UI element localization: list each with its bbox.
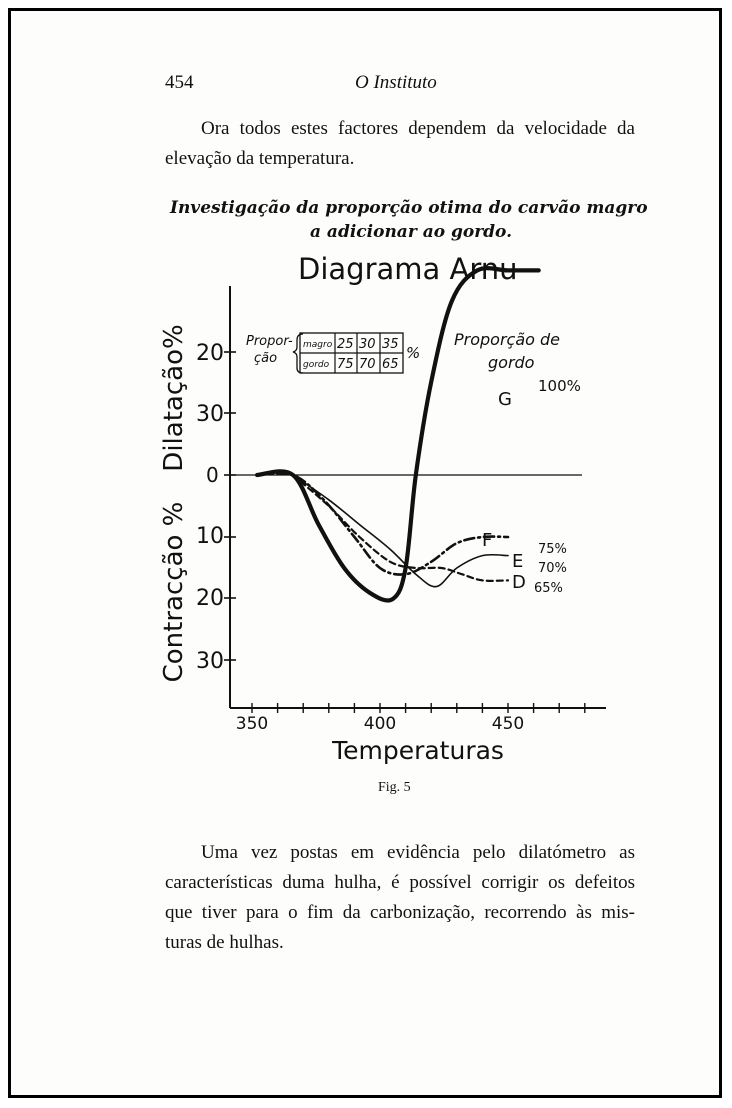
curve-letter-f: F: [482, 530, 493, 551]
running-title: O Instituto: [355, 72, 437, 93]
body-line: que tiver para o fim da carbonização, recorrendo às mis-: [165, 902, 635, 923]
y-tick-label: 20: [196, 341, 224, 366]
table-cell: 75: [337, 357, 354, 372]
figure-heading-line-2: a adicionar ao gordo.: [310, 222, 512, 242]
table-cell: 70: [359, 357, 376, 372]
curve-percent-e: 70%: [538, 561, 567, 576]
x-tick-label: 350: [235, 714, 269, 734]
diagram-title: Diagrama Arnu: [298, 252, 518, 286]
proportion-label: ção: [254, 351, 278, 366]
curve-letter-e: E: [512, 551, 524, 572]
proportion-table: [246, 333, 420, 373]
curve-percent-g: 100%: [538, 377, 581, 395]
figure-caption: Fig. 5: [378, 780, 411, 795]
y-tick-label: 0: [206, 463, 219, 487]
curve-letter-d: D: [512, 572, 526, 593]
curves: [257, 268, 539, 600]
x-tick-label: 450: [491, 714, 525, 734]
body-line: Uma vez postas em evidência pelo dilatómetro as: [201, 842, 635, 863]
curve-d: [293, 475, 508, 581]
table-row-name: magro: [303, 340, 333, 350]
body-paragraph: [165, 838, 635, 958]
table-cell: 30: [359, 337, 376, 352]
legend-title: gordo: [488, 353, 535, 372]
y-tick-label: 30: [196, 649, 224, 674]
proportion-label: Propor-: [246, 334, 293, 349]
x-tick-label: 400: [363, 714, 397, 734]
table-cell: 65: [382, 357, 399, 372]
intro-line: Ora todos estes factores dependem da velocidade da: [201, 118, 635, 139]
curve-percent-f: 75%: [538, 542, 567, 557]
table-unit: %: [406, 344, 421, 362]
curve-letter-g: G: [498, 389, 512, 410]
legend-title: Proporção de: [454, 330, 561, 349]
y-axis-label-contraccao: Contracção %: [159, 501, 189, 683]
y-tick-label: 20: [196, 586, 224, 611]
table-cell: 35: [382, 337, 399, 352]
curve-e: [293, 475, 508, 587]
x-axis-label: Temperaturas: [332, 736, 504, 765]
body-line: características duma hulha, é possível corrigir os defeitos: [165, 872, 635, 893]
y-tick-label: 30: [196, 402, 224, 427]
figure-heading-line-1: Investigação da proporção otima do carvão magro: [170, 198, 648, 218]
curve-g: [257, 268, 539, 600]
y-tick-label: 10: [196, 524, 224, 549]
curve-percent-d: 65%: [534, 581, 563, 596]
table-row-name: gordo: [303, 360, 330, 370]
table-cell: 25: [337, 337, 354, 352]
body-line: turas de hulhas.: [165, 932, 284, 953]
intro-line: elevação da temperatura.: [165, 148, 355, 169]
page-number: 454: [165, 72, 194, 93]
y-axis-label-dilatacao: Dilatação%: [159, 324, 189, 472]
